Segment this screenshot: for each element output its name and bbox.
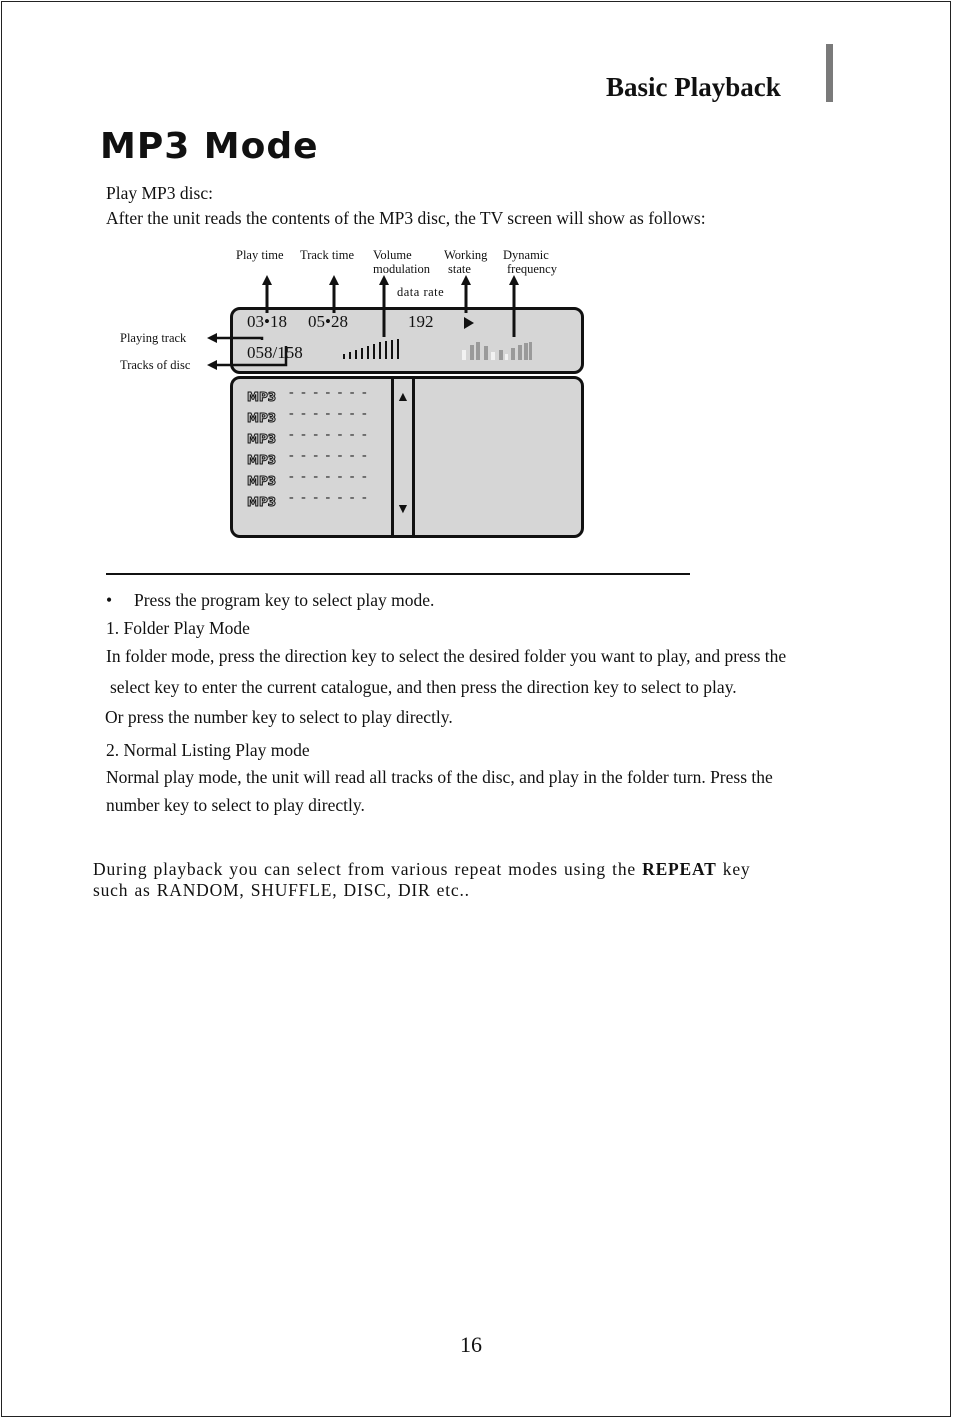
repeat-key: REPEAT bbox=[642, 859, 717, 879]
file-entry: - - - - - - - bbox=[289, 406, 369, 421]
play-time-value: 03•18 bbox=[247, 312, 287, 331]
arrow-playing-track bbox=[212, 338, 262, 340]
intro-line-1: Play MP3 disc: bbox=[106, 183, 213, 203]
normal-mode-heading: 2. Normal Listing Play mode bbox=[106, 740, 310, 760]
file-entry: - - - - - - - bbox=[289, 448, 369, 463]
file-entry: - - - - - - - bbox=[289, 490, 369, 505]
label-dynamic: Dynamic bbox=[503, 248, 549, 262]
normal-mode-line-2: number key to select to play directly. bbox=[106, 795, 365, 815]
file-entry: - - - - - - - bbox=[289, 469, 369, 484]
mp3-file-icon: MP3 bbox=[247, 411, 277, 425]
label-playing-track: Playing track bbox=[120, 331, 187, 345]
track-count-value: 058/158 bbox=[247, 343, 303, 362]
scroll-up-icon: ▲ bbox=[396, 390, 410, 405]
page-title: MP3 Mode bbox=[100, 126, 319, 167]
label-track-time: Track time bbox=[300, 248, 355, 262]
repeat-note-suffix: key bbox=[722, 859, 751, 879]
label-volume: Volume bbox=[373, 248, 412, 262]
volume-bars-icon bbox=[343, 339, 399, 359]
track-time-value: 05•28 bbox=[308, 312, 348, 331]
folder-mode-line-1: In folder mode, press the direction key to select the desired folder you want to play, and press the bbox=[106, 646, 787, 666]
mp3-file-icon: MP3 bbox=[247, 474, 277, 488]
label-dynamic-2: frequency bbox=[507, 262, 557, 276]
repeat-note-prefix: During playback you can select from various repeat modes using the bbox=[93, 859, 636, 879]
play-icon bbox=[464, 317, 474, 329]
label-working: Working bbox=[444, 248, 488, 262]
bullet-icon: • bbox=[106, 590, 113, 610]
diagram-arrows bbox=[0, 0, 954, 600]
arrow-tracks-of-disc bbox=[212, 346, 286, 365]
page-number: 16 bbox=[460, 1332, 482, 1357]
divider-rule bbox=[106, 573, 690, 575]
folder-mode-line-3: Or press the number key to select to play directly. bbox=[105, 707, 453, 727]
section-title: Basic Playback bbox=[606, 72, 781, 102]
bullet-text: Press the program key to select play mode. bbox=[134, 590, 435, 610]
label-volume-2: modulation bbox=[373, 262, 430, 276]
spectrum-icon bbox=[462, 342, 532, 360]
intro-line-2: After the unit reads the contents of the MP3 disc, the TV screen will show as follows: bbox=[106, 208, 706, 228]
repeat-note-line-1 bbox=[93, 859, 750, 880]
mp3-file-icon: MP3 bbox=[247, 495, 277, 509]
file-entry: - - - - - - - bbox=[289, 427, 369, 442]
mp3-file-icon: MP3 bbox=[247, 432, 277, 446]
bitrate-value: 192 bbox=[408, 312, 434, 331]
mp3-file-icon: MP3 bbox=[247, 390, 277, 404]
file-entry: - - - - - - - bbox=[289, 385, 369, 400]
folder-mode-heading: 1. Folder Play Mode bbox=[106, 618, 250, 638]
repeat-note-line-2: such as RANDOM, SHUFFLE, DISC, DIR etc.. bbox=[93, 880, 470, 900]
label-tracks-of-disc: Tracks of disc bbox=[120, 358, 191, 372]
label-data-rate: data rate bbox=[397, 285, 445, 299]
normal-mode-line-1: Normal play mode, the unit will read all tracks of the disc, and play in the folder turn. Press the bbox=[106, 767, 773, 787]
label-play-time: Play time bbox=[236, 248, 284, 262]
mp3-file-icon: MP3 bbox=[247, 453, 277, 467]
scroll-down-icon: ▼ bbox=[396, 502, 410, 517]
label-working-2: state bbox=[448, 262, 471, 276]
folder-mode-line-2: select key to enter the current catalogue, and then press the direction key to select to play. bbox=[110, 677, 737, 697]
